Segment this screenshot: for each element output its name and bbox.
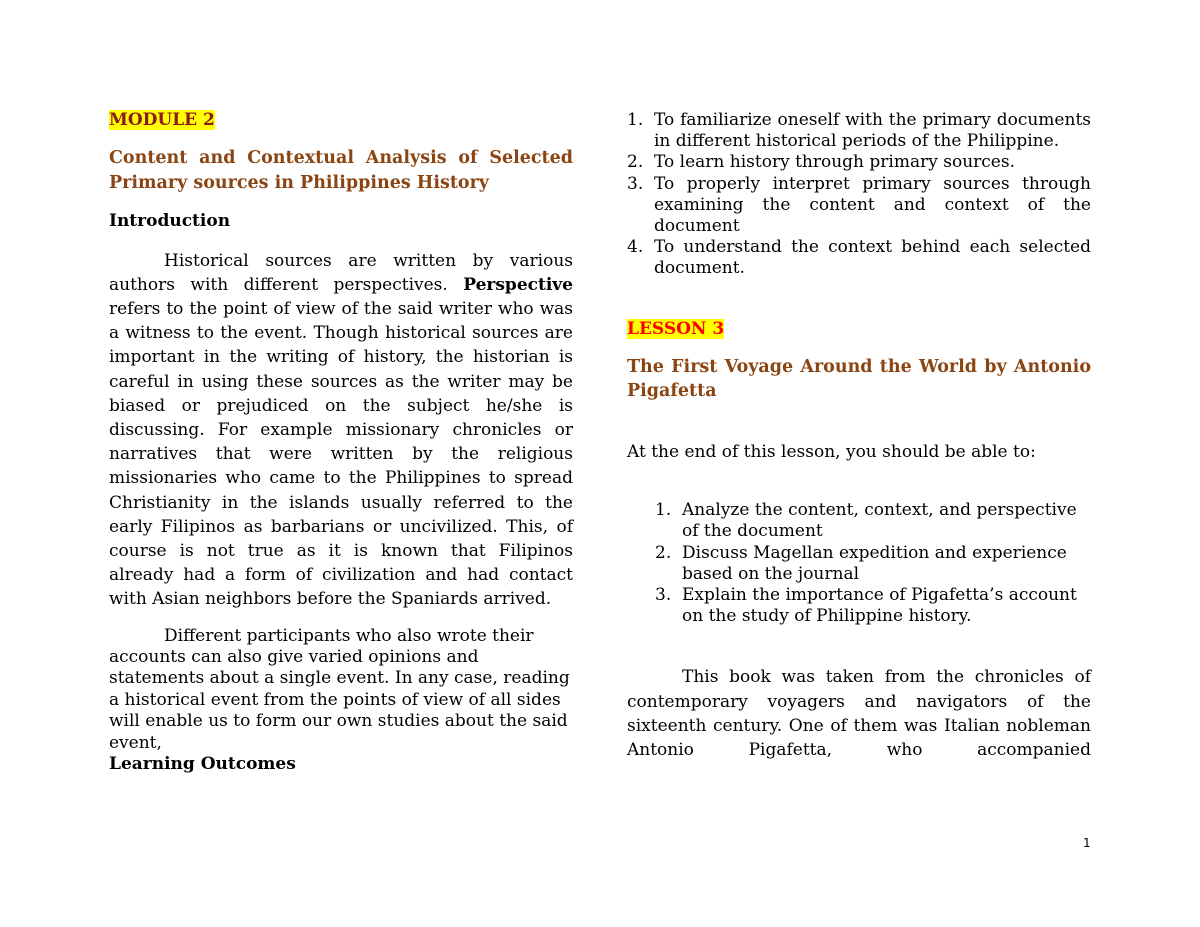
module-label: MODULE 2: [109, 110, 215, 130]
lesson-title: The First Voyage Around the World by Antonio Pigafetta: [627, 356, 1091, 402]
intro-text-1: Historical sources are written by various authors with different perspectives.: [109, 250, 573, 295]
lesson-objectives-list: [627, 500, 1091, 627]
page-number: 1: [1083, 836, 1091, 850]
module-title: Content and Contextual Analysis of Selected Primary sources in Philippines History: [109, 148, 573, 193]
objective-item: 1. Analyze the content, context, and perspective of the document: [655, 500, 1077, 542]
participants-paragraph: Different participants who also wrote their accounts can also give varied opinions and statements about a single event. In any case, reading a historical event from the points of view of all sides will enable us to form our own studies about the said event,: [109, 625, 570, 753]
outcome-item: 4. To understand the context behind each selected document.: [627, 237, 1091, 279]
objective-item: 2. Discuss Magellan expedition and experience based on the journal: [655, 542, 1067, 584]
outcome-item: 2. To learn history through primary sources.: [627, 152, 1015, 173]
learning-outcomes-list: [572, 110, 1091, 280]
closing-paragraph: This book was taken from the chronicles of contemporary voyagers and navigators of the sixteenth century. One of them was Italian nobleman Antonio Pigafetta, who accompanied: [627, 667, 1091, 761]
introduction-paragraph: [109, 249, 573, 612]
intro-text-2: refers to the point of view of the said writer who was a witness to the event. Though historical sources are important in the writing of history, the historian is careful in using these sources as the writer may be biased or prejudiced on the subject he/she is discussing. For example missionary chronicles or narratives that were written by the religious missionaries who came to the Philippines to spread Christianity in the islands usually referred to the early Filipinos as barbarians or uncivilized. This, of course is not true as it is known that Filipinos already had a form of civilization and had contact with Asian neighbors before the Spaniards arrived.: [109, 299, 573, 610]
outcome-item: 1. To familiarize oneself with the primary documents in different historical periods of the Philippine.: [627, 110, 1091, 152]
lesson-intro-line: At the end of this lesson, you should be able to:: [627, 442, 1036, 463]
objective-item: 3. Explain the importance of Pigafetta’s account on the study of Philippine history.: [655, 585, 1077, 627]
learning-outcomes-heading: Learning Outcomes: [109, 754, 296, 775]
right-column: [627, 110, 1091, 762]
lesson-label: LESSON 3: [627, 318, 725, 339]
perspective-term: Perspective: [463, 274, 573, 295]
introduction-heading: Introduction: [109, 211, 231, 232]
outcome-item: 3. To properly interpret primary sources through examining the content and context of the document: [627, 173, 1091, 237]
left-column: [109, 108, 573, 775]
